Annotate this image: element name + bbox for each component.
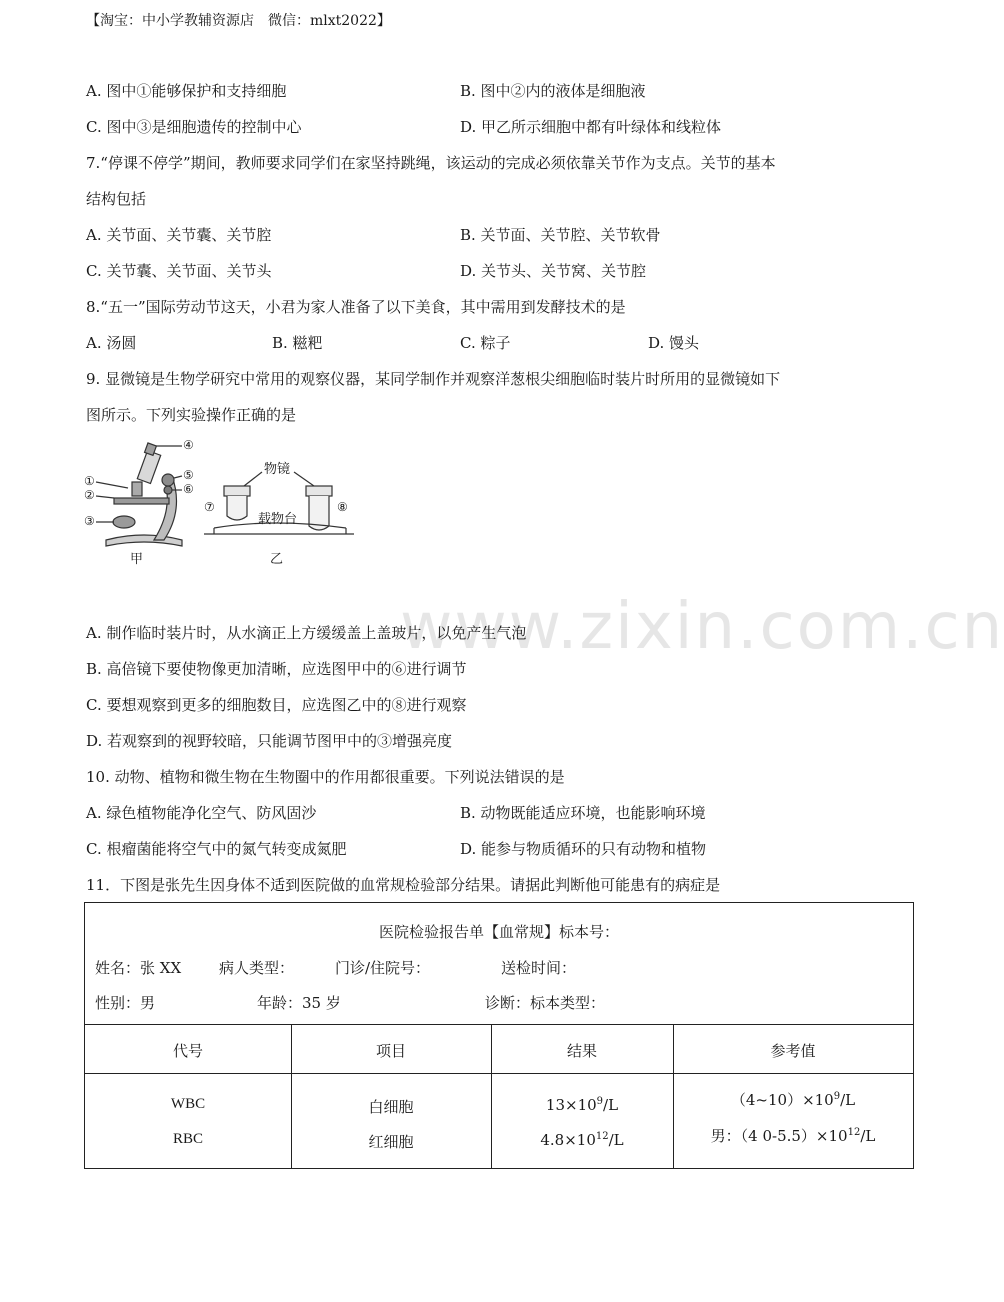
label-yi: 乙 — [270, 552, 284, 567]
q8-stem: 8.“五一”国际劳动节这天，小君为家人准备了以下美食，其中需用到发酵技术的是 — [86, 298, 626, 316]
label-2: ② — [84, 488, 95, 502]
q7-option-b: B. 关节面、关节腔、关节软骨 — [460, 226, 661, 244]
label-jia: 甲 — [130, 552, 144, 567]
q8-option-c: C. 粽子 — [460, 334, 511, 352]
row-rbc-result: $4.8\times 10^{12}/L$ — [540, 1131, 624, 1149]
q9-option-b: B. 高倍镜下要使物像更加清晰，应选图甲中的⑥进行调节 — [86, 660, 467, 678]
label-stage: 载物台 — [258, 512, 298, 527]
row-rbc-item: 红细胞 — [368, 1133, 414, 1151]
col-header-code: 代号 — [172, 1042, 203, 1060]
report-header-divider — [85, 1073, 913, 1074]
label-objective: 物镜 — [264, 462, 291, 477]
label-1: ① — [84, 474, 95, 488]
q9-option-d: D. 若观察到的视野较暗，只能调节图甲中的③增强亮度 — [86, 732, 453, 750]
row-rbc-reference: 男：（4 $0-5.5)\times 10^{12}/L$ — [710, 1127, 876, 1145]
microscope-diagram — [84, 438, 364, 568]
q6-option-b: B. 图中②内的液体是细胞液 — [460, 82, 646, 100]
col-header-item: 项目 — [375, 1042, 406, 1060]
label-3: ③ — [84, 514, 95, 528]
q9-stem-line1: 9. 显微镜是生物学研究中常用的观察仪器，某同学制作并观察洋葱根尖细胞临时装片时所用的显微镜如下 — [86, 370, 781, 388]
q10-stem: 10. 动物、植物和微生物在生物圈中的作用都很重要。下列说法错误的是 — [86, 768, 565, 786]
report-diagnosis: 诊断：标本类型： — [485, 994, 606, 1012]
label-8: ⑧ — [337, 500, 348, 514]
label-4: ④ — [183, 438, 194, 452]
q8-option-d: D. 馒头 — [648, 334, 700, 352]
page-header: 【淘宝：中小学教辅资源店 微信：mlxt2022】 — [86, 13, 391, 29]
label-5: ⑤ — [183, 468, 194, 482]
report-name: 姓名：张 XX — [95, 959, 182, 977]
label-6: ⑥ — [183, 482, 194, 496]
col-header-result: 结果 — [566, 1042, 597, 1060]
watermark: www.zixin.com.cn — [400, 590, 1004, 664]
row-rbc-code: RBC — [172, 1131, 203, 1147]
col-header-reference: 参考值 — [770, 1042, 816, 1060]
report-gender: 性别：男 — [95, 994, 156, 1012]
q11-stem: 11．下图是张先生因身体不适到医院做的血常规检验部分结果。请据此判断他可能患有的病症是 — [86, 876, 721, 894]
label-7: ⑦ — [204, 500, 215, 514]
q8-option-a: A. 汤圆 — [86, 334, 137, 352]
q9-option-a: A. 制作临时装片时，从水滴正上方缓缓盖上盖玻片，以免产生气泡 — [86, 624, 527, 642]
report-clinic-no: 门诊/住院号： — [335, 959, 431, 977]
q7-stem-line1: 7.“停课不停学”期间，教师要求同学们在家坚持跳绳，该运动的完成必须依靠关节作为支点。关节的基本 — [86, 154, 776, 172]
q7-option-c: C. 关节囊、关节面、关节头 — [86, 262, 272, 280]
q10-option-b: B. 动物既能适应环境，也能影响环境 — [460, 804, 706, 822]
microscope-jia-drawing — [96, 443, 182, 546]
q10-option-d: D. 能参与物质循环的只有动物和植物 — [460, 840, 707, 858]
row-wbc-reference: $(4\sim 10)\times 10^9/L$ — [730, 1091, 856, 1109]
q9-stem-line2: 图所示。下列实验操作正确的是 — [86, 406, 297, 424]
row-wbc-code: WBC — [170, 1096, 206, 1112]
q10-option-a: A. 绿色植物能净化空气、防风固沙 — [86, 804, 317, 822]
q6-option-c: C. 图中③是细胞遗传的控制中心 — [86, 118, 302, 136]
q6-option-d: D. 甲乙所示细胞中都有叶绿体和线粒体 — [460, 118, 722, 136]
report-send-time: 送检时间： — [501, 959, 577, 977]
report-patient-type: 病人类型： — [219, 959, 295, 977]
q10-option-c: C. 根瘤菌能将空气中的氮气转变成氮肥 — [86, 840, 347, 858]
row-wbc-item: 白细胞 — [368, 1098, 414, 1116]
q6-option-a: A. 图中①能够保护和支持细胞 — [86, 82, 287, 100]
q7-stem-line2: 结构包括 — [86, 190, 147, 208]
q8-option-b: B. 糍粑 — [272, 334, 323, 352]
report-divider — [85, 1024, 913, 1025]
report-title: 医院检验报告单【血常规】标本号： — [378, 923, 619, 941]
report-age: 年龄：35 岁 — [257, 994, 341, 1012]
blood-test-report — [84, 902, 914, 1169]
q7-option-a: A. 关节面、关节囊、关节腔 — [86, 226, 272, 244]
microscope-figure — [84, 438, 364, 568]
row-wbc-result: $13\times 10^9/L$ — [545, 1096, 619, 1114]
q7-option-d: D. 关节头、关节窝、关节腔 — [460, 262, 647, 280]
q9-option-c: C. 要想观察到更多的细胞数目，应选图乙中的⑧进行观察 — [86, 696, 467, 714]
